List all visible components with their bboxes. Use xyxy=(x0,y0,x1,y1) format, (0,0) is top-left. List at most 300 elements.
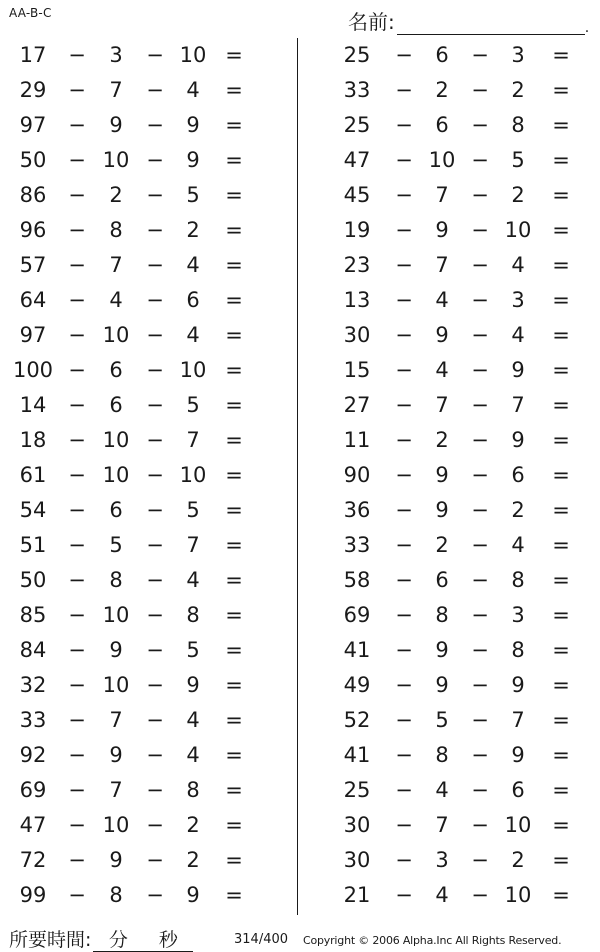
minus-sign: − xyxy=(395,673,413,697)
equals-sign: = xyxy=(225,673,243,697)
minuend: 41 xyxy=(343,638,371,662)
subtrahend-1: 4 xyxy=(435,883,449,907)
problem-row xyxy=(300,808,600,843)
problem-row xyxy=(0,108,296,143)
minus-sign: − xyxy=(68,253,86,277)
minuend: 30 xyxy=(343,813,371,837)
minus-sign: − xyxy=(68,603,86,627)
subtrahend-1: 8 xyxy=(109,218,123,242)
minus-sign: − xyxy=(146,218,164,242)
minus-sign: − xyxy=(146,183,164,207)
minuend: 97 xyxy=(19,113,47,137)
minus-sign: − xyxy=(471,113,489,137)
minus-sign: − xyxy=(68,708,86,732)
problem-row xyxy=(300,843,600,878)
problem-row xyxy=(0,878,296,913)
minus-sign: − xyxy=(471,883,489,907)
subtrahend-1: 4 xyxy=(435,358,449,382)
subtrahend-1: 10 xyxy=(102,813,130,837)
minus-sign: − xyxy=(395,358,413,382)
subtrahend-1: 9 xyxy=(435,673,449,697)
equals-sign: = xyxy=(552,358,570,382)
subtrahend-1: 7 xyxy=(435,183,449,207)
minus-sign: − xyxy=(395,428,413,452)
subtrahend-1: 6 xyxy=(435,43,449,67)
minus-sign: − xyxy=(471,603,489,627)
subtrahend-1: 7 xyxy=(109,778,123,802)
problem-row xyxy=(0,528,296,563)
subtrahend-1: 7 xyxy=(109,78,123,102)
subtrahend-2: 10 xyxy=(179,43,207,67)
subtrahend-1: 10 xyxy=(102,323,130,347)
minus-sign: − xyxy=(471,638,489,662)
seconds-unit: 秒 xyxy=(158,929,178,951)
minuend: 36 xyxy=(343,498,371,522)
minus-sign: − xyxy=(471,708,489,732)
minuend: 21 xyxy=(343,883,371,907)
subtrahend-1: 10 xyxy=(102,603,130,627)
subtrahend-2: 7 xyxy=(186,533,200,557)
equals-sign: = xyxy=(225,813,243,837)
minus-sign: − xyxy=(68,638,86,662)
minus-sign: − xyxy=(471,813,489,837)
problem-row xyxy=(0,808,296,843)
subtrahend-2: 8 xyxy=(186,603,200,627)
subtrahend-1: 7 xyxy=(435,813,449,837)
minuend: 25 xyxy=(343,778,371,802)
subtrahend-1: 4 xyxy=(435,288,449,312)
equals-sign: = xyxy=(552,708,570,732)
minuend: 69 xyxy=(343,603,371,627)
minus-sign: − xyxy=(471,218,489,242)
subtrahend-1: 3 xyxy=(109,43,123,67)
minus-sign: − xyxy=(146,708,164,732)
minus-sign: − xyxy=(471,253,489,277)
problem-row xyxy=(0,773,296,808)
name-end-mark: . xyxy=(584,20,590,36)
problem-row xyxy=(300,143,600,178)
minuend: 100 xyxy=(12,358,54,382)
subtrahend-2: 9 xyxy=(511,428,525,452)
minus-sign: − xyxy=(146,743,164,767)
subtrahend-2: 6 xyxy=(186,288,200,312)
subtrahend-2: 9 xyxy=(186,883,200,907)
minuend: 14 xyxy=(19,393,47,417)
equals-sign: = xyxy=(225,743,243,767)
minuend: 49 xyxy=(343,673,371,697)
subtrahend-2: 9 xyxy=(186,673,200,697)
minuend: 54 xyxy=(19,498,47,522)
equals-sign: = xyxy=(552,848,570,872)
subtrahend-2: 7 xyxy=(186,428,200,452)
subtrahend-2: 4 xyxy=(186,323,200,347)
minuend: 50 xyxy=(19,568,47,592)
equals-sign: = xyxy=(225,253,243,277)
minus-sign: − xyxy=(146,813,164,837)
subtrahend-1: 10 xyxy=(102,428,130,452)
subtrahend-1: 9 xyxy=(109,743,123,767)
minus-sign: − xyxy=(146,148,164,172)
minuend: 58 xyxy=(343,568,371,592)
equals-sign: = xyxy=(225,43,243,67)
subtrahend-2: 9 xyxy=(511,743,525,767)
minus-sign: − xyxy=(68,218,86,242)
minus-sign: − xyxy=(146,673,164,697)
subtrahend-1: 10 xyxy=(102,148,130,172)
minus-sign: − xyxy=(68,358,86,382)
problem-row xyxy=(300,178,600,213)
minuend: 15 xyxy=(343,358,371,382)
subtrahend-2: 3 xyxy=(511,288,525,312)
equals-sign: = xyxy=(225,218,243,242)
minus-sign: − xyxy=(395,778,413,802)
equals-sign: = xyxy=(552,498,570,522)
minus-sign: − xyxy=(68,533,86,557)
equals-sign: = xyxy=(225,463,243,487)
subtrahend-2: 2 xyxy=(186,813,200,837)
subtrahend-2: 8 xyxy=(511,113,525,137)
problem-row xyxy=(0,493,296,528)
minus-sign: − xyxy=(471,358,489,382)
minus-sign: − xyxy=(471,778,489,802)
minus-sign: − xyxy=(68,288,86,312)
subtrahend-1: 9 xyxy=(109,638,123,662)
minus-sign: − xyxy=(146,568,164,592)
subtrahend-2: 4 xyxy=(511,533,525,557)
problem-row xyxy=(0,598,296,633)
time-line[interactable] xyxy=(93,929,193,952)
subtrahend-2: 4 xyxy=(511,253,525,277)
minus-sign: − xyxy=(146,778,164,802)
minuend: 23 xyxy=(343,253,371,277)
problem-row xyxy=(300,878,600,913)
minuend: 50 xyxy=(19,148,47,172)
subtrahend-1: 9 xyxy=(435,323,449,347)
problem-row xyxy=(0,738,296,773)
subtrahend-1: 2 xyxy=(435,78,449,102)
minuend: 47 xyxy=(343,148,371,172)
minuend: 33 xyxy=(343,533,371,557)
equals-sign: = xyxy=(552,533,570,557)
subtrahend-1: 2 xyxy=(109,183,123,207)
subtrahend-1: 9 xyxy=(435,218,449,242)
subtrahend-1: 8 xyxy=(109,568,123,592)
minuend: 25 xyxy=(343,113,371,137)
subtrahend-2: 10 xyxy=(504,218,532,242)
subtrahend-2: 7 xyxy=(511,393,525,417)
equals-sign: = xyxy=(225,113,243,137)
subtrahend-1: 6 xyxy=(109,498,123,522)
problem-row xyxy=(300,73,600,108)
problem-row xyxy=(300,353,600,388)
minus-sign: − xyxy=(471,78,489,102)
minus-sign: − xyxy=(68,673,86,697)
minus-sign: − xyxy=(146,533,164,557)
minuend: 52 xyxy=(343,708,371,732)
subtrahend-2: 2 xyxy=(511,848,525,872)
subtrahend-1: 7 xyxy=(109,253,123,277)
problem-row xyxy=(0,283,296,318)
name-label: 名前: xyxy=(348,10,395,34)
equals-sign: = xyxy=(552,78,570,102)
subtrahend-1: 9 xyxy=(435,463,449,487)
minus-sign: − xyxy=(146,78,164,102)
equals-sign: = xyxy=(552,568,570,592)
minus-sign: − xyxy=(146,358,164,382)
minus-sign: − xyxy=(471,43,489,67)
minuend: 96 xyxy=(19,218,47,242)
subtrahend-2: 4 xyxy=(186,568,200,592)
problem-row xyxy=(300,388,600,423)
subtrahend-1: 2 xyxy=(435,533,449,557)
minus-sign: − xyxy=(146,253,164,277)
subtrahend-2: 2 xyxy=(186,218,200,242)
equals-sign: = xyxy=(225,498,243,522)
equals-sign: = xyxy=(225,428,243,452)
time-field[interactable] xyxy=(9,925,193,952)
problem-row xyxy=(0,318,296,353)
minus-sign: − xyxy=(395,288,413,312)
equals-sign: = xyxy=(552,253,570,277)
minus-sign: − xyxy=(471,323,489,347)
minuend: 29 xyxy=(19,78,47,102)
problem-row xyxy=(300,563,600,598)
subtrahend-1: 7 xyxy=(435,253,449,277)
minuend: 30 xyxy=(343,848,371,872)
equals-sign: = xyxy=(225,358,243,382)
minus-sign: − xyxy=(395,848,413,872)
minus-sign: − xyxy=(68,183,86,207)
minutes-unit: 分 xyxy=(108,929,128,951)
equals-sign: = xyxy=(552,813,570,837)
time-label: 所要時間: xyxy=(9,929,92,951)
minuend: 69 xyxy=(19,778,47,802)
subtrahend-2: 5 xyxy=(186,183,200,207)
equals-sign: = xyxy=(552,148,570,172)
equals-sign: = xyxy=(552,218,570,242)
problem-row xyxy=(300,108,600,143)
problem-row xyxy=(300,213,600,248)
problem-row xyxy=(0,213,296,248)
minuend: 32 xyxy=(19,673,47,697)
problem-row xyxy=(0,353,296,388)
minus-sign: − xyxy=(395,183,413,207)
column-divider xyxy=(297,38,298,915)
equals-sign: = xyxy=(225,883,243,907)
subtrahend-1: 9 xyxy=(435,638,449,662)
problem-row xyxy=(0,563,296,598)
subtrahend-1: 10 xyxy=(102,673,130,697)
minus-sign: − xyxy=(68,78,86,102)
minus-sign: − xyxy=(68,568,86,592)
subtrahend-2: 7 xyxy=(511,708,525,732)
equals-sign: = xyxy=(552,463,570,487)
subtrahend-1: 2 xyxy=(435,428,449,452)
problem-row xyxy=(300,703,600,738)
subtrahend-2: 9 xyxy=(186,113,200,137)
minuend: 30 xyxy=(343,323,371,347)
minus-sign: − xyxy=(395,253,413,277)
minuend: 86 xyxy=(19,183,47,207)
minuend: 72 xyxy=(19,848,47,872)
minuend: 13 xyxy=(343,288,371,312)
problem-row xyxy=(0,703,296,738)
name-line[interactable] xyxy=(397,14,585,35)
problem-row xyxy=(300,248,600,283)
equals-sign: = xyxy=(552,603,570,627)
problem-row xyxy=(300,738,600,773)
subtrahend-1: 7 xyxy=(435,393,449,417)
problem-row xyxy=(300,668,600,703)
equals-sign: = xyxy=(225,78,243,102)
subtrahend-2: 3 xyxy=(511,43,525,67)
minus-sign: − xyxy=(395,113,413,137)
subtrahend-2: 9 xyxy=(186,148,200,172)
minus-sign: − xyxy=(146,638,164,662)
minus-sign: − xyxy=(471,148,489,172)
minuend: 27 xyxy=(343,393,371,417)
subtrahend-1: 6 xyxy=(109,393,123,417)
subtrahend-1: 9 xyxy=(435,498,449,522)
problem-row xyxy=(300,493,600,528)
minus-sign: − xyxy=(395,813,413,837)
equals-sign: = xyxy=(552,113,570,137)
subtrahend-2: 4 xyxy=(186,743,200,767)
subtrahend-2: 6 xyxy=(511,778,525,802)
problem-row xyxy=(0,143,296,178)
minus-sign: − xyxy=(146,883,164,907)
subtrahend-1: 8 xyxy=(435,603,449,627)
subtrahend-1: 9 xyxy=(109,113,123,137)
minuend: 33 xyxy=(19,708,47,732)
minus-sign: − xyxy=(471,463,489,487)
problem-row xyxy=(0,423,296,458)
equals-sign: = xyxy=(552,43,570,67)
minus-sign: − xyxy=(395,533,413,557)
minuend: 57 xyxy=(19,253,47,277)
subtrahend-1: 10 xyxy=(428,148,456,172)
equals-sign: = xyxy=(225,148,243,172)
minuend: 84 xyxy=(19,638,47,662)
minus-sign: − xyxy=(395,603,413,627)
equals-sign: = xyxy=(552,883,570,907)
problem-row xyxy=(0,248,296,283)
problem-row xyxy=(0,633,296,668)
minus-sign: − xyxy=(68,43,86,67)
subtrahend-2: 8 xyxy=(511,638,525,662)
minus-sign: − xyxy=(146,848,164,872)
subtrahend-2: 2 xyxy=(511,498,525,522)
subtrahend-2: 5 xyxy=(511,148,525,172)
equals-sign: = xyxy=(225,603,243,627)
equals-sign: = xyxy=(552,638,570,662)
subtrahend-2: 3 xyxy=(511,603,525,627)
minus-sign: − xyxy=(68,498,86,522)
minus-sign: − xyxy=(471,183,489,207)
minus-sign: − xyxy=(395,638,413,662)
minuend: 19 xyxy=(343,218,371,242)
minus-sign: − xyxy=(68,883,86,907)
subtrahend-1: 6 xyxy=(109,358,123,382)
subtrahend-1: 6 xyxy=(435,568,449,592)
equals-sign: = xyxy=(225,848,243,872)
minus-sign: − xyxy=(395,218,413,242)
subtrahend-2: 4 xyxy=(186,78,200,102)
problem-row xyxy=(300,458,600,493)
minus-sign: − xyxy=(471,743,489,767)
minuend: 25 xyxy=(343,43,371,67)
minus-sign: − xyxy=(68,778,86,802)
problem-row xyxy=(300,598,600,633)
subtrahend-1: 4 xyxy=(109,288,123,312)
minus-sign: − xyxy=(68,428,86,452)
minus-sign: − xyxy=(395,43,413,67)
minus-sign: − xyxy=(68,148,86,172)
minus-sign: − xyxy=(395,743,413,767)
minus-sign: − xyxy=(146,113,164,137)
subtrahend-1: 8 xyxy=(109,883,123,907)
subtrahend-1: 4 xyxy=(435,778,449,802)
subtrahend-2: 10 xyxy=(504,883,532,907)
subtrahend-2: 4 xyxy=(186,708,200,732)
equals-sign: = xyxy=(225,533,243,557)
right-problem-column xyxy=(300,38,600,913)
minus-sign: − xyxy=(395,323,413,347)
subtrahend-2: 5 xyxy=(186,393,200,417)
subtrahend-2: 5 xyxy=(186,498,200,522)
minus-sign: − xyxy=(68,463,86,487)
subtrahend-1: 6 xyxy=(435,113,449,137)
minus-sign: − xyxy=(471,673,489,697)
problem-row xyxy=(300,633,600,668)
minuend: 51 xyxy=(19,533,47,557)
subtrahend-2: 2 xyxy=(511,78,525,102)
minuend: 61 xyxy=(19,463,47,487)
minus-sign: − xyxy=(395,708,413,732)
subtrahend-2: 8 xyxy=(186,778,200,802)
subtrahend-1: 7 xyxy=(109,708,123,732)
equals-sign: = xyxy=(552,183,570,207)
minus-sign: − xyxy=(68,743,86,767)
minus-sign: − xyxy=(68,848,86,872)
sheet-code: AA-B-C xyxy=(9,6,52,20)
equals-sign: = xyxy=(225,708,243,732)
minuend: 11 xyxy=(343,428,371,452)
subtrahend-2: 6 xyxy=(511,463,525,487)
name-field[interactable] xyxy=(348,6,589,35)
problem-row xyxy=(300,773,600,808)
minus-sign: − xyxy=(471,848,489,872)
minuend: 97 xyxy=(19,323,47,347)
subtrahend-2: 5 xyxy=(186,638,200,662)
equals-sign: = xyxy=(225,638,243,662)
minuend: 85 xyxy=(19,603,47,627)
problem-row xyxy=(300,318,600,353)
subtrahend-2: 9 xyxy=(511,358,525,382)
minus-sign: − xyxy=(395,463,413,487)
copyright-notice: Copyright © 2006 Alpha.Inc All Rights Reserved. xyxy=(303,934,562,947)
subtrahend-2: 4 xyxy=(511,323,525,347)
equals-sign: = xyxy=(552,743,570,767)
equals-sign: = xyxy=(552,673,570,697)
minuend: 99 xyxy=(19,883,47,907)
equals-sign: = xyxy=(225,288,243,312)
subtrahend-2: 9 xyxy=(511,673,525,697)
minus-sign: − xyxy=(68,323,86,347)
problem-row xyxy=(0,73,296,108)
minuend: 45 xyxy=(343,183,371,207)
minus-sign: − xyxy=(395,883,413,907)
